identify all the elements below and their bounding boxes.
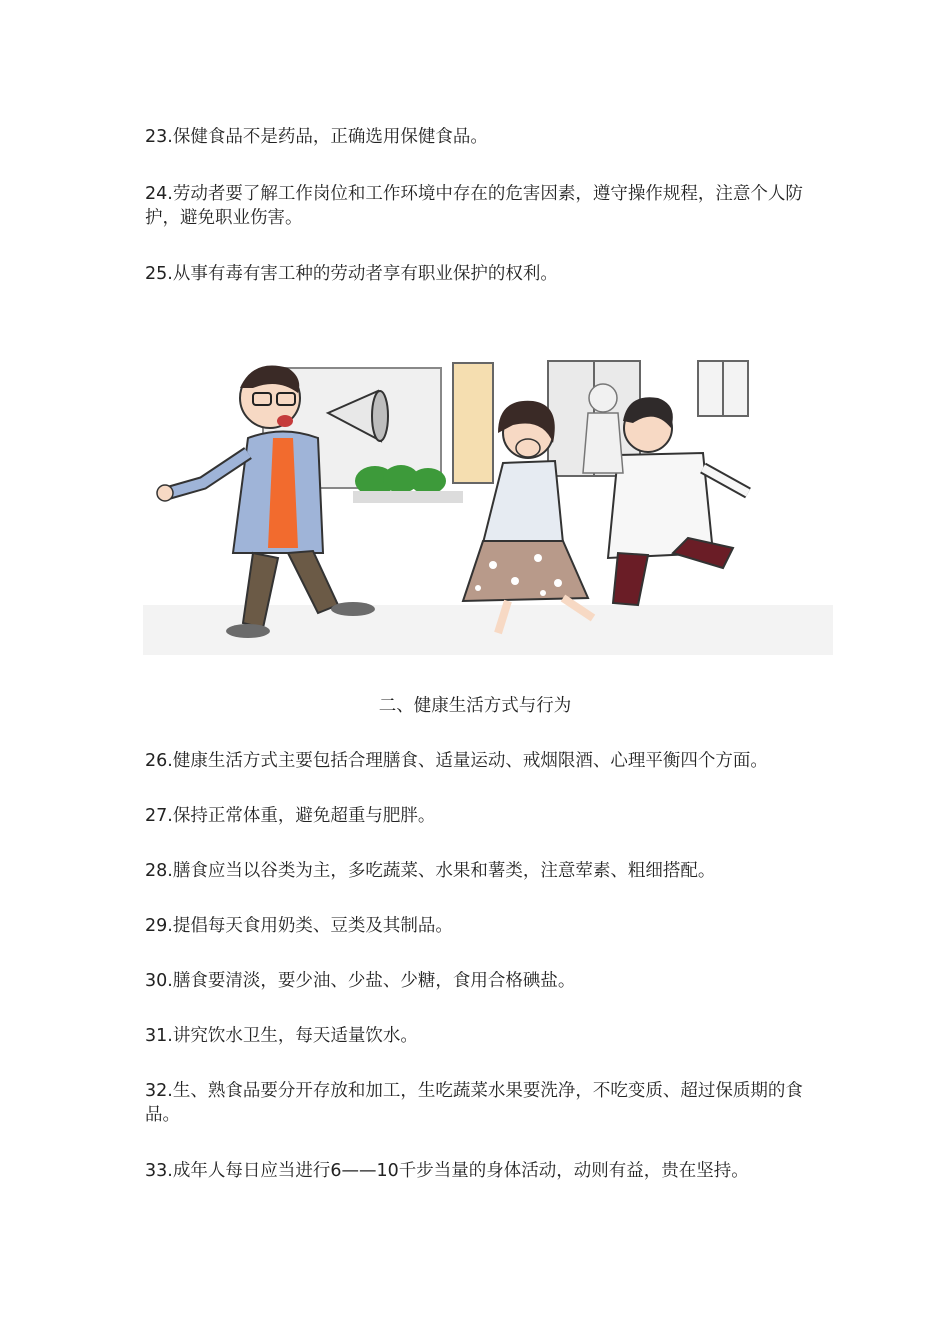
paragraph-32: 32.生、熟食品要分开存放和加工，生吃蔬菜水果要洗净，不吃变质、超过保质期的食品。 (145, 1081, 803, 1125)
paragraph-28: 28.膳食应当以谷类为主，多吃蔬菜、水果和薯类，注意荤素、粗细搭配。 (145, 861, 716, 881)
paragraph-27: 27.保持正常体重，避免超重与肥胖。 (145, 806, 436, 826)
section-heading: 二、健康生活方式与行为 (378, 696, 572, 716)
paragraph-26: 26.健康生活方式主要包括合理膳食、适量运动、戒烟限酒、心理平衡四个方面。 (145, 751, 768, 771)
distant-figure (583, 384, 623, 473)
paragraph-24: 24.劳动者要了解工作岗位和工作环境中存在的危害因素，遵守操作规程，注意个人防护，避免职业伤害。 (145, 184, 803, 228)
paragraph-29: 29.提倡每天食用奶类、豆类及其制品。 (145, 916, 453, 936)
paragraph-33: 33.成年人每日应当进行6——10千步当量的身体活动，动则有益，贵在坚持。 (145, 1161, 749, 1181)
paragraph-31: 31.讲究饮水卫生，每天适量饮水。 (145, 1026, 418, 1046)
evacuation-illustration (143, 343, 833, 655)
paragraph-30: 30.膳食要清淡，要少油、少盐、少糖，食用合格碘盐。 (145, 971, 576, 991)
paragraph-23: 23.保健食品不是药品，正确选用保健食品。 (145, 127, 488, 147)
paragraph-25: 25.从事有毒有害工种的劳动者享有职业保护的权利。 (145, 264, 558, 284)
